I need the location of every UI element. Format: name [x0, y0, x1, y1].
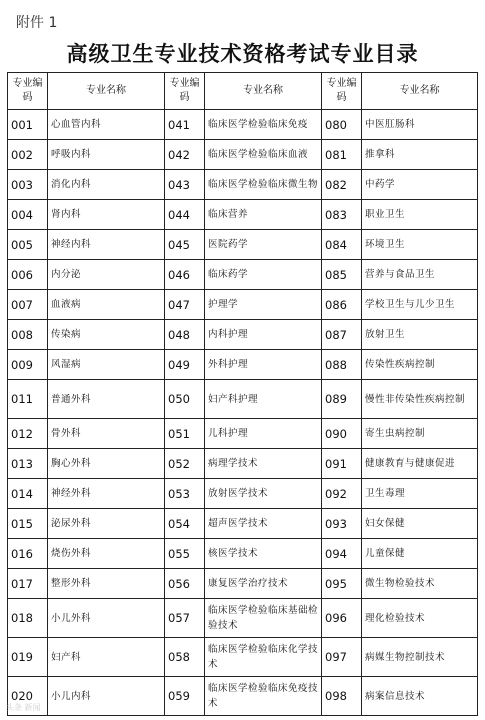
specialty-name: 儿科护理 [205, 419, 322, 449]
specialty-code: 046 [165, 260, 205, 290]
specialty-code: 054 [165, 509, 205, 539]
specialty-code: 019 [8, 638, 48, 677]
table-row [8, 380, 478, 419]
specialty-name: 肾内科 [48, 200, 165, 230]
specialty-code: 088 [322, 350, 362, 380]
specialty-name: 外科护理 [205, 350, 322, 380]
specialty-code: 018 [8, 599, 48, 638]
table-row [8, 509, 478, 539]
table-row [8, 419, 478, 449]
table-row [8, 569, 478, 599]
table-row [8, 449, 478, 479]
specialty-code: 015 [8, 509, 48, 539]
specialty-code: 050 [165, 380, 205, 419]
specialty-code: 080 [322, 110, 362, 140]
table-row [8, 320, 478, 350]
specialty-code: 042 [165, 140, 205, 170]
header-code: 专业编码 [165, 73, 205, 110]
header-code: 专业编码 [8, 73, 48, 110]
specialty-code: 044 [165, 200, 205, 230]
specialty-code: 049 [165, 350, 205, 380]
specialty-name: 寄生虫病控制 [362, 419, 478, 449]
specialty-code: 095 [322, 569, 362, 599]
specialty-name: 学校卫生与儿少卫生 [362, 290, 478, 320]
table-row [8, 260, 478, 290]
specialty-name: 推拿科 [362, 140, 478, 170]
specialty-code: 089 [322, 380, 362, 419]
table-row [8, 290, 478, 320]
specialty-name: 呼吸内科 [48, 140, 165, 170]
specialty-name: 泌尿外科 [48, 509, 165, 539]
specialty-code: 055 [165, 539, 205, 569]
specialty-name: 小儿内科 [48, 677, 165, 716]
page-title: 高级卫生专业技术资格考试专业目录 [66, 41, 419, 66]
table-row [8, 350, 478, 380]
table-row [8, 638, 478, 677]
specialty-name: 微生物检验技术 [362, 569, 478, 599]
table-row [8, 200, 478, 230]
specialty-code: 011 [8, 380, 48, 419]
specialty-code: 006 [8, 260, 48, 290]
specialty-name: 内科护理 [205, 320, 322, 350]
specialty-name: 临床医学检验临床基础检验技术 [205, 599, 322, 638]
table-row [8, 170, 478, 200]
specialty-name: 妇女保健 [362, 509, 478, 539]
specialty-code: 087 [322, 320, 362, 350]
table-row [8, 539, 478, 569]
specialty-code: 082 [322, 170, 362, 200]
specialty-name: 超声医学技术 [205, 509, 322, 539]
specialty-code: 047 [165, 290, 205, 320]
specialty-code: 007 [8, 290, 48, 320]
specialty-name: 慢性非传染性疾病控制 [362, 380, 478, 419]
specialty-code: 051 [165, 419, 205, 449]
specialty-code: 091 [322, 449, 362, 479]
header-code: 专业编码 [322, 73, 362, 110]
specialty-code: 003 [8, 170, 48, 200]
specialty-name: 病理学技术 [205, 449, 322, 479]
specialty-name: 病案信息技术 [362, 677, 478, 716]
specialty-code: 048 [165, 320, 205, 350]
specialty-name: 放射卫生 [362, 320, 478, 350]
specialty-code: 004 [8, 200, 48, 230]
table-row [8, 230, 478, 260]
specialty-name: 营养与食品卫生 [362, 260, 478, 290]
specialty-name: 理化检验技术 [362, 599, 478, 638]
specialty-code: 016 [8, 539, 48, 569]
specialty-code: 092 [322, 479, 362, 509]
specialty-name: 风湿病 [48, 350, 165, 380]
specialty-name: 医院药学 [205, 230, 322, 260]
specialty-code: 083 [322, 200, 362, 230]
specialty-code: 020 [8, 677, 48, 716]
table-body [8, 110, 478, 716]
specialty-name: 血液病 [48, 290, 165, 320]
specialty-code: 057 [165, 599, 205, 638]
header-name: 专业名称 [48, 73, 165, 110]
specialty-catalog-table [7, 72, 478, 716]
specialty-name: 传染性疾病控制 [362, 350, 478, 380]
specialty-code: 094 [322, 539, 362, 569]
specialty-name: 中药学 [362, 170, 478, 200]
header-name: 专业名称 [362, 73, 478, 110]
specialty-name: 环境卫生 [362, 230, 478, 260]
specialty-name: 护理学 [205, 290, 322, 320]
specialty-code: 058 [165, 638, 205, 677]
specialty-code: 017 [8, 569, 48, 599]
specialty-code: 086 [322, 290, 362, 320]
specialty-name: 临床医学检验临床微生物 [205, 170, 322, 200]
specialty-name: 临床医学检验临床免疫 [205, 110, 322, 140]
specialty-code: 081 [322, 140, 362, 170]
specialty-code: 041 [165, 110, 205, 140]
specialty-name: 神经外科 [48, 479, 165, 509]
specialty-name: 妇产科护理 [205, 380, 322, 419]
specialty-name: 心血管内科 [48, 110, 165, 140]
specialty-code: 097 [322, 638, 362, 677]
specialty-code: 084 [322, 230, 362, 260]
specialty-code: 090 [322, 419, 362, 449]
specialty-name: 核医学技术 [205, 539, 322, 569]
table-row [8, 677, 478, 716]
specialty-name: 整形外科 [48, 569, 165, 599]
specialty-name: 胸心外科 [48, 449, 165, 479]
specialty-code: 059 [165, 677, 205, 716]
specialty-name: 传染病 [48, 320, 165, 350]
specialty-code: 098 [322, 677, 362, 716]
specialty-code: 012 [8, 419, 48, 449]
table-row [8, 479, 478, 509]
specialty-code: 085 [322, 260, 362, 290]
specialty-name: 消化内科 [48, 170, 165, 200]
specialty-name: 放射医学技术 [205, 479, 322, 509]
specialty-name: 卫生毒理 [362, 479, 478, 509]
specialty-name: 内分泌 [48, 260, 165, 290]
specialty-name: 康复医学治疗技术 [205, 569, 322, 599]
specialty-name: 病媒生物控制技术 [362, 638, 478, 677]
specialty-name: 临床医学检验临床血液 [205, 140, 322, 170]
specialty-name: 临床营养 [205, 200, 322, 230]
attachment-label: 附件 1 [16, 15, 58, 31]
specialty-code: 056 [165, 569, 205, 599]
table-row [8, 110, 478, 140]
specialty-code: 008 [8, 320, 48, 350]
specialty-code: 096 [322, 599, 362, 638]
specialty-code: 005 [8, 230, 48, 260]
specialty-code: 093 [322, 509, 362, 539]
specialty-code: 014 [8, 479, 48, 509]
header-name: 专业名称 [205, 73, 322, 110]
specialty-name: 临床药学 [205, 260, 322, 290]
specialty-name: 普通外科 [48, 380, 165, 419]
specialty-name: 中医肛肠科 [362, 110, 478, 140]
specialty-name: 临床医学检验临床免疫技术 [205, 677, 322, 716]
specialty-name: 骨外科 [48, 419, 165, 449]
specialty-code: 013 [8, 449, 48, 479]
specialty-name: 职业卫生 [362, 200, 478, 230]
specialty-code: 002 [8, 140, 48, 170]
specialty-code: 052 [165, 449, 205, 479]
watermark: 头条 新闻 [6, 703, 41, 712]
specialty-name: 小儿外科 [48, 599, 165, 638]
specialty-name: 儿童保健 [362, 539, 478, 569]
specialty-name: 烧伤外科 [48, 539, 165, 569]
table-row [8, 599, 478, 638]
table-row [8, 140, 478, 170]
specialty-code: 045 [165, 230, 205, 260]
specialty-code: 009 [8, 350, 48, 380]
specialty-code: 043 [165, 170, 205, 200]
specialty-name: 神经内科 [48, 230, 165, 260]
table-header-row [8, 73, 478, 110]
specialty-name: 健康教育与健康促进 [362, 449, 478, 479]
specialty-name: 妇产科 [48, 638, 165, 677]
specialty-name: 临床医学检验临床化学技术 [205, 638, 322, 677]
specialty-code: 053 [165, 479, 205, 509]
specialty-code: 001 [8, 110, 48, 140]
